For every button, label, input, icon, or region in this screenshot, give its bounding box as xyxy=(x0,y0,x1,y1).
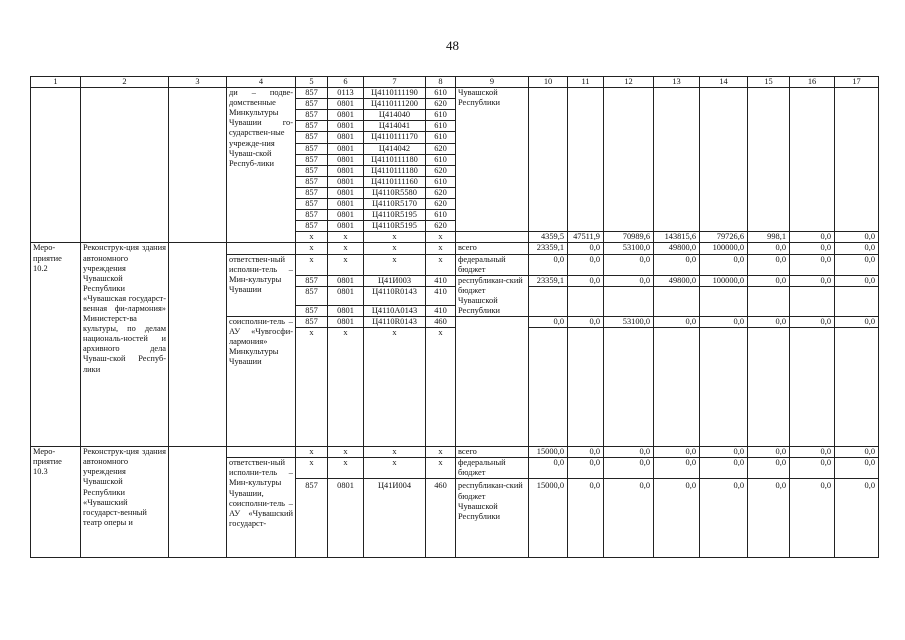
cell-empty xyxy=(227,447,296,458)
value-cell: 79726,6 xyxy=(700,232,748,243)
code-cell: 0801 xyxy=(328,221,364,232)
value-cell: 0,0 xyxy=(604,254,654,275)
code-cell: 610 xyxy=(426,210,456,221)
value-cell: 0,0 xyxy=(790,275,835,286)
budget-table xyxy=(30,76,879,558)
code-cell: Ц4110R5580 xyxy=(364,187,426,198)
value-cell: 15000,0 xyxy=(529,447,568,458)
value-cell: 0,0 xyxy=(604,479,654,558)
value-cell: 4359,5 xyxy=(529,232,568,243)
code-cell: 857 xyxy=(296,165,328,176)
code-cell: x xyxy=(426,254,456,275)
code-cell: x xyxy=(426,232,456,243)
value-cell: 0,0 xyxy=(654,317,700,328)
cell-empty xyxy=(835,286,879,316)
value-cell: 0,0 xyxy=(700,447,748,458)
code-cell: 620 xyxy=(426,143,456,154)
code-cell: 857 xyxy=(296,99,328,110)
value-cell: 0,0 xyxy=(790,447,835,458)
code-cell: 0801 xyxy=(328,110,364,121)
cell-empty xyxy=(835,88,879,232)
cell-empty xyxy=(169,447,227,558)
code-cell: 857 xyxy=(296,154,328,165)
column-header: 3 xyxy=(169,77,227,88)
cell-empty xyxy=(700,328,748,447)
value-cell: 70989,6 xyxy=(604,232,654,243)
table-row xyxy=(31,243,879,254)
value-cell: 0,0 xyxy=(700,254,748,275)
value-cell: 0,0 xyxy=(835,243,879,254)
code-cell: 0801 xyxy=(328,305,364,316)
code-cell: 857 xyxy=(296,479,328,558)
value-cell: 0,0 xyxy=(568,243,604,254)
cell-empty xyxy=(654,88,700,232)
value-cell: 0,0 xyxy=(790,458,835,479)
code-cell: 0113 xyxy=(328,88,364,99)
value-cell: 0,0 xyxy=(790,254,835,275)
value-cell: 998,1 xyxy=(748,232,790,243)
source-federal: федеральный бюджет xyxy=(456,458,529,479)
value-cell: 0,0 xyxy=(529,458,568,479)
cell-empty xyxy=(700,286,748,316)
value-cell: 0,0 xyxy=(568,275,604,286)
value-cell: 0,0 xyxy=(654,458,700,479)
cell-empty xyxy=(790,328,835,447)
code-cell: x xyxy=(364,254,426,275)
code-cell: Ц4110R5195 xyxy=(364,210,426,221)
code-cell: 620 xyxy=(426,187,456,198)
code-cell: 857 xyxy=(296,286,328,305)
code-cell: x xyxy=(364,458,426,479)
code-cell: 857 xyxy=(296,275,328,286)
code-cell: 610 xyxy=(426,132,456,143)
code-cell: 857 xyxy=(296,132,328,143)
value-cell: 0,0 xyxy=(604,447,654,458)
value-cell: 0,0 xyxy=(654,447,700,458)
code-cell: 0801 xyxy=(328,187,364,198)
source-total: всего xyxy=(456,447,529,458)
value-cell: 0,0 xyxy=(790,232,835,243)
cell-empty xyxy=(568,88,604,232)
table-row xyxy=(31,88,879,99)
value-cell: 0,0 xyxy=(748,447,790,458)
cell-empty xyxy=(790,286,835,316)
prev-responsible: ди – подве-домственные Минкультуры Чувашии го-сударствен-ные учрежде-ния Чуваш-ской Респуб-лики xyxy=(227,88,296,243)
code-cell: x xyxy=(364,243,426,254)
source-total: всего xyxy=(456,243,529,254)
co-executor: соисполни-тель – АУ «Чувгосфи-лармония» Минкультуры Чувашии xyxy=(227,317,296,447)
code-cell: 0801 xyxy=(328,317,364,328)
code-cell: 620 xyxy=(426,165,456,176)
cell-empty xyxy=(654,286,700,316)
cell-empty xyxy=(604,88,654,232)
code-cell: x xyxy=(426,243,456,254)
table-row xyxy=(31,447,879,458)
cell-empty xyxy=(81,88,169,243)
cell-empty xyxy=(169,243,227,447)
code-cell: x xyxy=(426,447,456,458)
code-cell: 0801 xyxy=(328,199,364,210)
code-cell: x xyxy=(364,232,426,243)
value-cell: 0,0 xyxy=(568,447,604,458)
cell-empty xyxy=(654,328,700,447)
code-cell: 620 xyxy=(426,99,456,110)
value-cell: 47511,9 xyxy=(568,232,604,243)
value-cell: 0,0 xyxy=(654,254,700,275)
value-cell: 49800,0 xyxy=(654,275,700,286)
code-cell: 620 xyxy=(426,199,456,210)
code-cell: Ц4110111180 xyxy=(364,154,426,165)
measure-label: Меро-приятие 10.2 xyxy=(31,243,81,447)
value-cell: 0,0 xyxy=(604,458,654,479)
code-cell: Ц4110А0143 xyxy=(364,305,426,316)
code-cell: x xyxy=(328,254,364,275)
code-cell: Ц4110R0143 xyxy=(364,286,426,305)
value-cell: 23359,1 xyxy=(529,275,568,286)
code-cell: 857 xyxy=(296,121,328,132)
value-cell: 0,0 xyxy=(835,275,879,286)
code-cell: x xyxy=(364,328,426,447)
code-cell: 857 xyxy=(296,143,328,154)
measure-title: Реконструк-ция здания автономного учреждения Чувашской Республики «Чувашский государст-венный театр оперы и xyxy=(81,447,169,558)
code-cell: x xyxy=(364,447,426,458)
code-cell: Ц41И004 xyxy=(364,479,426,558)
value-cell: 0,0 xyxy=(568,458,604,479)
code-cell: Ц4110111170 xyxy=(364,132,426,143)
value-cell: 0,0 xyxy=(748,254,790,275)
column-header: 10 xyxy=(529,77,568,88)
value-cell: 0,0 xyxy=(748,479,790,558)
code-cell: Ц414040 xyxy=(364,110,426,121)
cell-empty xyxy=(568,286,604,316)
code-cell: 610 xyxy=(426,176,456,187)
value-cell: 53100,0 xyxy=(604,243,654,254)
value-cell: 23359,1 xyxy=(529,243,568,254)
code-cell: 620 xyxy=(426,221,456,232)
source-republic: республикан-ский бюджет Чувашской Республики xyxy=(456,275,529,316)
source-republic: республикан-ский бюджет Чувашской Республики xyxy=(456,479,529,558)
value-cell: 0,0 xyxy=(748,243,790,254)
value-cell: 0,0 xyxy=(790,317,835,328)
value-cell: 0,0 xyxy=(700,317,748,328)
code-cell: 857 xyxy=(296,305,328,316)
cell-empty xyxy=(790,88,835,232)
value-cell: 0,0 xyxy=(748,458,790,479)
cell-empty xyxy=(227,243,296,254)
code-cell: 0801 xyxy=(328,165,364,176)
value-cell: 0,0 xyxy=(529,317,568,328)
value-cell: 0,0 xyxy=(654,479,700,558)
code-cell: 0801 xyxy=(328,479,364,558)
code-cell: Ц4110R5170 xyxy=(364,199,426,210)
column-header: 4 xyxy=(227,77,296,88)
code-cell: x xyxy=(296,458,328,479)
cell-empty xyxy=(529,328,568,447)
value-cell: 0,0 xyxy=(568,317,604,328)
value-cell: 0,0 xyxy=(700,458,748,479)
value-cell: 0,0 xyxy=(835,458,879,479)
value-cell: 53100,0 xyxy=(604,317,654,328)
value-cell: 100000,0 xyxy=(700,275,748,286)
column-header: 11 xyxy=(568,77,604,88)
value-cell: 0,0 xyxy=(835,254,879,275)
column-header: 17 xyxy=(835,77,879,88)
value-cell: 0,0 xyxy=(835,479,879,558)
code-cell: Ц414041 xyxy=(364,121,426,132)
code-cell: 610 xyxy=(426,121,456,132)
cell-empty xyxy=(456,317,529,447)
code-cell: Ц4110111160 xyxy=(364,176,426,187)
column-header: 7 xyxy=(364,77,426,88)
prev-source: Чувашской Республики xyxy=(456,88,529,232)
code-cell: x xyxy=(328,328,364,447)
code-cell: 857 xyxy=(296,110,328,121)
value-cell: 143815,6 xyxy=(654,232,700,243)
code-cell: 0801 xyxy=(328,154,364,165)
column-header: 5 xyxy=(296,77,328,88)
value-cell: 0,0 xyxy=(604,275,654,286)
value-cell: 0,0 xyxy=(790,243,835,254)
cell-empty xyxy=(604,286,654,316)
header-row xyxy=(31,77,879,88)
value-cell: 0,0 xyxy=(700,479,748,558)
column-header: 1 xyxy=(31,77,81,88)
cell-empty xyxy=(748,286,790,316)
code-cell: x xyxy=(328,243,364,254)
responsible-executor: ответствен-ный исполни-тель – Мин-культуры Чувашии xyxy=(227,254,296,317)
cell-empty xyxy=(604,328,654,447)
code-cell: Ц4110R0143 xyxy=(364,317,426,328)
value-cell: 0,0 xyxy=(790,479,835,558)
column-header: 6 xyxy=(328,77,364,88)
code-cell: x xyxy=(328,447,364,458)
cell-empty xyxy=(31,88,81,243)
code-cell: 857 xyxy=(296,187,328,198)
code-cell: 460 xyxy=(426,317,456,328)
code-cell: 857 xyxy=(296,221,328,232)
code-cell: Ц4110111190 xyxy=(364,88,426,99)
code-cell: 857 xyxy=(296,210,328,221)
code-cell: x xyxy=(296,254,328,275)
responsible-executor: ответствен-ный исполни-тель – Мин-культуры Чувашии, соисполни-тель – АУ «Чувашский государст- xyxy=(227,458,296,558)
cell-empty xyxy=(529,286,568,316)
column-header: 15 xyxy=(748,77,790,88)
cell-empty xyxy=(700,88,748,232)
code-cell: x xyxy=(296,243,328,254)
cell-empty xyxy=(748,328,790,447)
code-cell: 460 xyxy=(426,479,456,558)
code-cell: 0801 xyxy=(328,99,364,110)
measure-label: Меро-приятие 10.3 xyxy=(31,447,81,558)
value-cell: 0,0 xyxy=(835,447,879,458)
code-cell: x xyxy=(426,328,456,447)
column-header: 16 xyxy=(790,77,835,88)
value-cell: 0,0 xyxy=(748,317,790,328)
code-cell: 0801 xyxy=(328,210,364,221)
value-cell: 15000,0 xyxy=(529,479,568,558)
column-header: 12 xyxy=(604,77,654,88)
code-cell: Ц414042 xyxy=(364,143,426,154)
code-cell: 857 xyxy=(296,199,328,210)
code-cell: 0801 xyxy=(328,143,364,154)
code-cell: 410 xyxy=(426,305,456,316)
code-cell: 857 xyxy=(296,176,328,187)
value-cell: 49800,0 xyxy=(654,243,700,254)
code-cell: 0801 xyxy=(328,176,364,187)
code-cell: x xyxy=(328,232,364,243)
column-header: 9 xyxy=(456,77,529,88)
value-cell: 0,0 xyxy=(568,254,604,275)
column-header: 13 xyxy=(654,77,700,88)
code-cell: 857 xyxy=(296,88,328,99)
code-cell: 610 xyxy=(426,88,456,99)
cell-empty xyxy=(169,88,227,243)
column-header: 14 xyxy=(700,77,748,88)
cell-empty xyxy=(835,328,879,447)
code-cell: Ц4110R5195 xyxy=(364,221,426,232)
column-header: 8 xyxy=(426,77,456,88)
code-cell: 610 xyxy=(426,154,456,165)
code-cell: 857 xyxy=(296,317,328,328)
code-cell: 0801 xyxy=(328,132,364,143)
code-cell: x xyxy=(296,232,328,243)
code-cell: 0801 xyxy=(328,275,364,286)
code-cell: 0801 xyxy=(328,286,364,305)
value-cell: 0,0 xyxy=(835,317,879,328)
code-cell: 410 xyxy=(426,275,456,286)
value-cell: 0,0 xyxy=(748,275,790,286)
page-number: 48 xyxy=(446,38,459,53)
code-cell: 610 xyxy=(426,110,456,121)
code-cell: x xyxy=(328,458,364,479)
code-cell: 0801 xyxy=(328,121,364,132)
code-cell: Ц4110111200 xyxy=(364,99,426,110)
value-cell: 0,0 xyxy=(529,254,568,275)
code-cell: x xyxy=(296,447,328,458)
value-cell: 0,0 xyxy=(835,232,879,243)
value-cell: 0,0 xyxy=(568,479,604,558)
measure-title: Реконструк-ция здания автономного учреждения Чувашской Республики «Чувашская государст-венная фи-лармония» Министерст-ва культуры, по делам националь-ностей и архивного дела Чуваш-ской Респуб-лики xyxy=(81,243,169,447)
code-cell: Ц41И003 xyxy=(364,275,426,286)
code-cell: 410 xyxy=(426,286,456,305)
column-header: 2 xyxy=(81,77,169,88)
cell-empty xyxy=(456,232,529,243)
code-cell: x xyxy=(426,458,456,479)
code-cell: x xyxy=(296,328,328,447)
cell-empty xyxy=(529,88,568,232)
cell-empty xyxy=(568,328,604,447)
cell-empty xyxy=(748,88,790,232)
value-cell: 100000,0 xyxy=(700,243,748,254)
code-cell: Ц4110111180 xyxy=(364,165,426,176)
source-federal: федеральный бюджет xyxy=(456,254,529,275)
